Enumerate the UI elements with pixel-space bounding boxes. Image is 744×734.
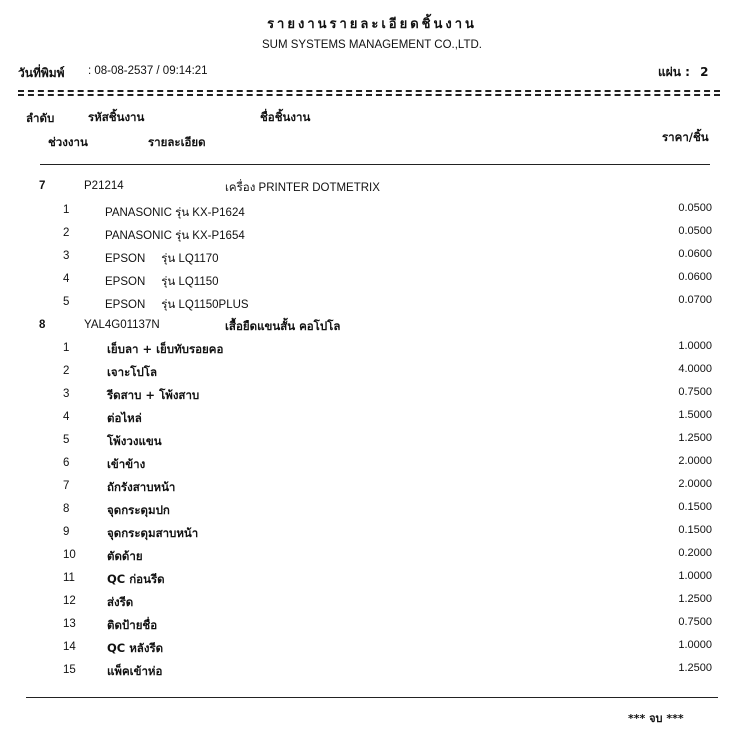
step-detail: จุดกระดุมสาบหน้า (107, 526, 199, 540)
step-number: 1 (63, 204, 70, 216)
step-number: 6 (63, 457, 70, 469)
end-mark: *** จบ *** (628, 712, 684, 725)
header-double-rule-bottom (18, 94, 720, 96)
step-number: 5 (63, 296, 70, 308)
step-price: 1.0000 (678, 340, 712, 352)
step-number: 11 (63, 572, 75, 584)
step-price: 0.0600 (678, 248, 712, 260)
step-price: 2.0000 (678, 478, 712, 490)
step-number: 15 (63, 664, 76, 676)
step-detail: QC ก่อนรีด (107, 572, 165, 586)
item-name: เครื่อง PRINTER DOTMETRIX (225, 182, 380, 194)
step-number: 14 (63, 641, 76, 653)
step-price: 1.2500 (678, 432, 712, 444)
print-date-label: วันที่พิมพ์ (18, 66, 65, 80)
step-detail: เจาะโปโล (107, 365, 158, 379)
step-number: 3 (63, 388, 70, 400)
item-code: YAL4G01137N (84, 319, 160, 331)
step-detail: เย็บลา + เย็บทับรอยคอ (107, 342, 224, 356)
step-detail: QC หลังรีด (107, 641, 164, 655)
step-detail: ส่งรีด (107, 595, 134, 609)
step-detail: ต่อไหล่ (107, 411, 142, 425)
step-number: 9 (63, 526, 70, 538)
item-code: P21214 (84, 180, 124, 192)
item-order: 7 (39, 180, 46, 192)
header-double-rule-top (18, 90, 720, 92)
step-detail: ติดป้ายชื่อ (107, 618, 158, 632)
step-detail: แพ็คเข้าห่อ (107, 664, 163, 678)
item-order: 8 (39, 319, 46, 331)
step-number: 12 (63, 595, 76, 607)
step-detail: EPSON รุ่น LQ1150PLUS (105, 299, 249, 311)
step-number: 3 (63, 250, 70, 262)
step-detail: ตัดด้าย (107, 549, 143, 563)
col-code-header: รหัสชิ้นงาน (88, 110, 145, 124)
step-number: 2 (63, 365, 70, 377)
col-order-header: ลำดับ (26, 111, 55, 125)
step-number: 4 (63, 411, 70, 423)
step-price: 2.0000 (678, 455, 712, 467)
step-detail: เข้าข้าง (107, 457, 146, 471)
step-detail: PANASONIC รุ่น KX-P1624 (105, 207, 245, 219)
step-price: 0.1500 (678, 524, 712, 536)
step-detail: รีดสาบ + โพ้งสาบ (107, 388, 200, 402)
item-name: เสื้อยืดแขนสั้น คอโปโล (225, 319, 341, 333)
col-step-header: ช่วงงาน (48, 135, 88, 149)
col-detail-header: รายละเอียด (148, 135, 206, 149)
step-price: 0.0700 (678, 294, 712, 306)
header-underline (40, 164, 710, 165)
step-price: 0.0500 (678, 225, 712, 237)
step-detail: PANASONIC รุ่น KX-P1654 (105, 230, 245, 242)
step-price: 0.1500 (678, 501, 712, 513)
step-detail: ถักรังสาบหน้า (107, 480, 176, 494)
step-price: 1.0000 (678, 570, 712, 582)
sheet-value: 2 (700, 65, 709, 79)
step-price: 1.0000 (678, 639, 712, 651)
sheet-number (658, 63, 709, 82)
step-detail: EPSON รุ่น LQ1150 (105, 276, 219, 288)
col-name-header: ชื่อชิ้นงาน (260, 110, 311, 124)
step-number: 2 (63, 227, 70, 239)
step-number: 7 (63, 480, 70, 492)
step-number: 8 (63, 503, 70, 515)
step-detail: EPSON รุ่น LQ1170 (105, 253, 219, 265)
print-date-value: : 08-08-2537 / 09:14:21 (88, 65, 208, 77)
step-number: 5 (63, 434, 70, 446)
company-name: SUM SYSTEMS MANAGEMENT CO.,LTD. (261, 39, 483, 51)
step-price: 1.2500 (678, 593, 712, 605)
step-price: 0.7500 (678, 616, 712, 628)
step-price: 1.2500 (678, 662, 712, 674)
step-price: 1.5000 (678, 409, 712, 421)
col-price-header: ราคา/ชิ้น (662, 130, 709, 144)
step-detail: จุดกระดุมปก (107, 503, 170, 517)
step-detail: โพ้งวงแขน (107, 434, 162, 448)
step-number: 13 (63, 618, 76, 630)
step-price: 0.0500 (678, 202, 712, 214)
step-price: 4.0000 (678, 363, 712, 375)
step-price: 0.0600 (678, 271, 712, 283)
step-price: 0.2000 (678, 547, 712, 559)
footer-rule (26, 697, 718, 698)
step-price: 0.7500 (678, 386, 712, 398)
step-number: 4 (63, 273, 70, 285)
step-number: 1 (63, 342, 70, 354)
step-number: 10 (63, 549, 76, 561)
sheet-label: แผ่น : (658, 65, 690, 79)
report-title: รายงานรายละเอียดชิ้นงาน (267, 17, 477, 32)
